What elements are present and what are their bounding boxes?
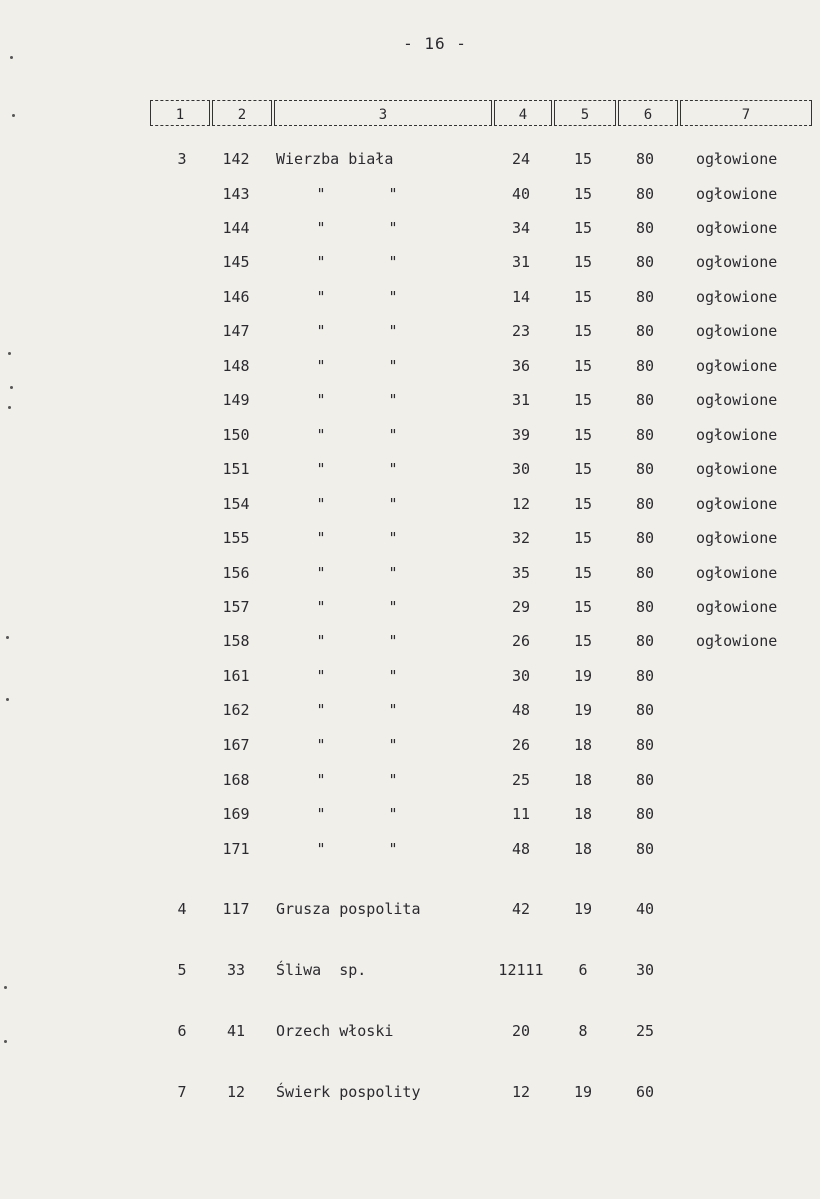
table-row xyxy=(0,1022,820,1042)
ditto-mark: " xyxy=(388,667,398,685)
paper-speck xyxy=(6,698,9,701)
remark: ogłowione xyxy=(696,322,778,340)
paper-speck xyxy=(12,114,15,117)
value-col-5: 15 xyxy=(573,495,593,513)
table-row xyxy=(0,598,820,618)
ditto-mark: " xyxy=(316,391,326,409)
value-col-5: 18 xyxy=(573,736,593,754)
group-number: 5 xyxy=(177,961,187,979)
tree-number: 151 xyxy=(222,460,250,478)
ditto-mark: " xyxy=(316,460,326,478)
value-col-5: 18 xyxy=(573,771,593,789)
tree-number: 145 xyxy=(222,253,250,271)
value-col-4: 48 xyxy=(511,701,531,719)
tree-number: 144 xyxy=(222,219,250,237)
value-col-6: 80 xyxy=(635,357,655,375)
value-col-5: 15 xyxy=(573,288,593,306)
value-col-5: 15 xyxy=(573,529,593,547)
ditto-mark: " xyxy=(316,185,326,203)
page-number: - 16 - xyxy=(403,34,467,53)
value-col-4: 24 xyxy=(511,150,531,168)
tree-number: 158 xyxy=(222,632,250,650)
value-col-6: 80 xyxy=(635,529,655,547)
species-name: Grusza pospolita xyxy=(276,900,421,918)
value-col-6: 80 xyxy=(635,150,655,168)
ditto-mark: " xyxy=(316,564,326,582)
tree-number: 33 xyxy=(226,961,246,979)
value-col-5: 15 xyxy=(573,253,593,271)
remark: ogłowione xyxy=(696,219,778,237)
ditto-mark: " xyxy=(316,736,326,754)
table-row xyxy=(0,736,820,756)
column-header-1: 1 xyxy=(150,100,210,126)
value-col-5: 18 xyxy=(573,805,593,823)
value-col-5: 15 xyxy=(573,219,593,237)
value-col-5: 19 xyxy=(573,667,593,685)
column-header-7: 7 xyxy=(680,100,812,126)
group-number: 4 xyxy=(177,900,187,918)
value-col-6: 80 xyxy=(635,288,655,306)
value-col-6: 80 xyxy=(635,460,655,478)
ditto-mark: " xyxy=(388,185,398,203)
value-col-6: 80 xyxy=(635,736,655,754)
value-col-6: 80 xyxy=(635,219,655,237)
remark: ogłowione xyxy=(696,564,778,582)
tree-number: 167 xyxy=(222,736,250,754)
value-col-5: 15 xyxy=(573,460,593,478)
value-col-5: 18 xyxy=(573,840,593,858)
tree-number: 171 xyxy=(222,840,250,858)
ditto-mark: " xyxy=(316,529,326,547)
group-number: 7 xyxy=(177,1083,187,1101)
ditto-mark: " xyxy=(388,253,398,271)
table-row xyxy=(0,185,820,205)
value-col-6: 40 xyxy=(635,900,655,918)
ditto-mark: " xyxy=(388,391,398,409)
table-header xyxy=(0,100,820,130)
table-row xyxy=(0,460,820,480)
tree-number: 142 xyxy=(222,150,250,168)
value-col-4: 12111 xyxy=(498,961,544,979)
tree-number: 149 xyxy=(222,391,250,409)
remark: ogłowione xyxy=(696,253,778,271)
ditto-mark: " xyxy=(388,529,398,547)
table-row xyxy=(0,426,820,446)
column-header-3: 3 xyxy=(274,100,492,126)
species-name: Wierzba biała xyxy=(276,150,394,168)
tree-number: 156 xyxy=(222,564,250,582)
value-col-6: 80 xyxy=(635,840,655,858)
value-col-5: 19 xyxy=(573,900,593,918)
ditto-mark: " xyxy=(316,632,326,650)
ditto-mark: " xyxy=(388,288,398,306)
value-col-4: 12 xyxy=(511,1083,531,1101)
ditto-mark: " xyxy=(316,357,326,375)
value-col-6: 30 xyxy=(635,961,655,979)
tree-number: 117 xyxy=(222,900,250,918)
remark: ogłowione xyxy=(696,185,778,203)
ditto-mark: " xyxy=(316,805,326,823)
value-col-6: 25 xyxy=(635,1022,655,1040)
remark: ogłowione xyxy=(696,426,778,444)
value-col-5: 15 xyxy=(573,391,593,409)
table-row xyxy=(0,564,820,584)
value-col-6: 80 xyxy=(635,426,655,444)
group-number: 3 xyxy=(177,150,187,168)
ditto-mark: " xyxy=(316,288,326,306)
tree-number: 157 xyxy=(222,598,250,616)
value-col-6: 80 xyxy=(635,495,655,513)
value-col-4: 35 xyxy=(511,564,531,582)
ditto-mark: " xyxy=(388,460,398,478)
value-col-4: 42 xyxy=(511,900,531,918)
table-row xyxy=(0,840,820,860)
value-col-4: 11 xyxy=(511,805,531,823)
value-col-5: 6 xyxy=(578,961,588,979)
ditto-mark: " xyxy=(388,771,398,789)
column-header-4: 4 xyxy=(494,100,552,126)
ditto-mark: " xyxy=(388,426,398,444)
remark: ogłowione xyxy=(696,632,778,650)
remark: ogłowione xyxy=(696,460,778,478)
ditto-mark: " xyxy=(316,701,326,719)
value-col-4: 31 xyxy=(511,253,531,271)
value-col-6: 80 xyxy=(635,805,655,823)
tree-number: 146 xyxy=(222,288,250,306)
tree-number: 161 xyxy=(222,667,250,685)
value-col-5: 15 xyxy=(573,185,593,203)
value-col-4: 26 xyxy=(511,736,531,754)
value-col-4: 34 xyxy=(511,219,531,237)
species-name: Śliwa sp. xyxy=(276,961,367,979)
value-col-5: 15 xyxy=(573,598,593,616)
paper-speck xyxy=(10,56,13,59)
ditto-mark: " xyxy=(316,667,326,685)
species-name: Orzech włoski xyxy=(276,1022,394,1040)
value-col-4: 30 xyxy=(511,667,531,685)
remark: ogłowione xyxy=(696,150,778,168)
tree-number: 148 xyxy=(222,357,250,375)
value-col-5: 19 xyxy=(573,701,593,719)
column-header-2: 2 xyxy=(212,100,272,126)
paper-speck xyxy=(4,1040,7,1043)
ditto-mark: " xyxy=(388,322,398,340)
value-col-4: 32 xyxy=(511,529,531,547)
paper-speck xyxy=(8,352,11,355)
value-col-5: 8 xyxy=(578,1022,588,1040)
table-row xyxy=(0,667,820,687)
ditto-mark: " xyxy=(388,805,398,823)
value-col-6: 80 xyxy=(635,185,655,203)
value-col-4: 23 xyxy=(511,322,531,340)
value-col-4: 40 xyxy=(511,185,531,203)
remark: ogłowione xyxy=(696,598,778,616)
tree-number: 143 xyxy=(222,185,250,203)
table-row xyxy=(0,391,820,411)
ditto-mark: " xyxy=(388,357,398,375)
tree-number: 168 xyxy=(222,771,250,789)
table-row xyxy=(0,357,820,377)
ditto-mark: " xyxy=(316,426,326,444)
table-row xyxy=(0,150,820,170)
table-row xyxy=(0,322,820,342)
ditto-mark: " xyxy=(388,840,398,858)
value-col-6: 60 xyxy=(635,1083,655,1101)
value-col-6: 80 xyxy=(635,632,655,650)
ditto-mark: " xyxy=(316,322,326,340)
tree-number: 41 xyxy=(226,1022,246,1040)
value-col-6: 80 xyxy=(635,598,655,616)
value-col-6: 80 xyxy=(635,701,655,719)
table-row xyxy=(0,219,820,239)
tree-number: 169 xyxy=(222,805,250,823)
column-header-5: 5 xyxy=(554,100,616,126)
value-col-6: 80 xyxy=(635,322,655,340)
value-col-4: 48 xyxy=(511,840,531,858)
ditto-mark: " xyxy=(316,840,326,858)
value-col-4: 26 xyxy=(511,632,531,650)
table-row xyxy=(0,495,820,515)
value-col-6: 80 xyxy=(635,771,655,789)
value-col-4: 25 xyxy=(511,771,531,789)
table-row xyxy=(0,253,820,273)
value-col-6: 80 xyxy=(635,667,655,685)
paper-speck xyxy=(4,986,7,989)
value-col-4: 36 xyxy=(511,357,531,375)
ditto-mark: " xyxy=(388,701,398,719)
value-col-6: 80 xyxy=(635,564,655,582)
value-col-4: 39 xyxy=(511,426,531,444)
value-col-5: 15 xyxy=(573,150,593,168)
remark: ogłowione xyxy=(696,495,778,513)
table-row xyxy=(0,1083,820,1103)
table-row xyxy=(0,805,820,825)
value-col-6: 80 xyxy=(635,253,655,271)
ditto-mark: " xyxy=(388,632,398,650)
value-col-5: 15 xyxy=(573,357,593,375)
value-col-5: 19 xyxy=(573,1083,593,1101)
tree-number: 162 xyxy=(222,701,250,719)
ditto-mark: " xyxy=(388,736,398,754)
table-row xyxy=(0,288,820,308)
remark: ogłowione xyxy=(696,391,778,409)
ditto-mark: " xyxy=(388,495,398,513)
value-col-5: 15 xyxy=(573,632,593,650)
species-name: Świerk pospolity xyxy=(276,1083,421,1101)
remark: ogłowione xyxy=(696,529,778,547)
remark: ogłowione xyxy=(696,288,778,306)
paper-speck xyxy=(8,406,11,409)
value-col-5: 15 xyxy=(573,564,593,582)
value-col-4: 30 xyxy=(511,460,531,478)
value-col-4: 29 xyxy=(511,598,531,616)
table-row xyxy=(0,701,820,721)
table-row xyxy=(0,961,820,981)
group-number: 6 xyxy=(177,1022,187,1040)
tree-number: 12 xyxy=(226,1083,246,1101)
value-col-4: 14 xyxy=(511,288,531,306)
tree-number: 150 xyxy=(222,426,250,444)
column-header-6: 6 xyxy=(618,100,678,126)
ditto-mark: " xyxy=(316,598,326,616)
ditto-mark: " xyxy=(388,564,398,582)
remark: ogłowione xyxy=(696,357,778,375)
tree-number: 154 xyxy=(222,495,250,513)
table-row xyxy=(0,900,820,920)
value-col-4: 20 xyxy=(511,1022,531,1040)
value-col-6: 80 xyxy=(635,391,655,409)
paper-speck xyxy=(10,386,13,389)
value-col-4: 31 xyxy=(511,391,531,409)
ditto-mark: " xyxy=(316,253,326,271)
table-row xyxy=(0,771,820,791)
ditto-mark: " xyxy=(316,771,326,789)
ditto-mark: " xyxy=(388,219,398,237)
tree-number: 155 xyxy=(222,529,250,547)
ditto-mark: " xyxy=(388,598,398,616)
paper-speck xyxy=(6,636,9,639)
value-col-4: 12 xyxy=(511,495,531,513)
table-row xyxy=(0,529,820,549)
table-row xyxy=(0,632,820,652)
tree-number: 147 xyxy=(222,322,250,340)
ditto-mark: " xyxy=(316,219,326,237)
value-col-5: 15 xyxy=(573,322,593,340)
ditto-mark: " xyxy=(316,495,326,513)
value-col-5: 15 xyxy=(573,426,593,444)
